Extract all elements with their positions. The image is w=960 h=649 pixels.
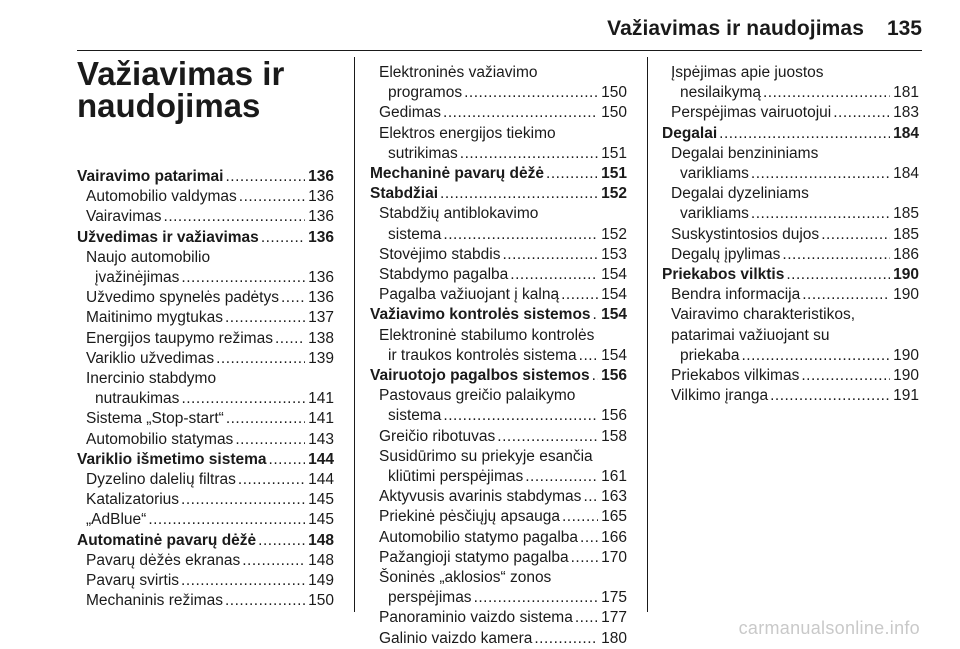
toc-entry-title: Variklio išmetimo sistema [77,450,267,468]
toc-entry[interactable] [662,285,919,305]
toc-entry-title: Variklio užvedimas [86,349,215,367]
toc-entry-line [370,528,627,548]
toc-entry-title-line: Elektroninės važiavimo [379,64,538,81]
dot-leader [261,228,305,248]
toc-entry-title: Vairavimo patarimai [77,168,224,185]
toc-entry-line [77,207,334,227]
dot-leader [443,225,598,245]
toc-section-entry[interactable] [77,531,334,551]
toc-entry-title-line: Elektros energijos tiekimo [379,124,556,142]
dot-leader [801,366,890,386]
toc-page-number: 136 [308,208,334,226]
toc-entry-title: Mechaninis režimas [86,592,223,610]
dot-leader [225,167,305,187]
toc-entry[interactable] [370,124,627,164]
toc-entry-title: Maitinimo mygtukas [86,309,223,327]
toc-column-2 [370,63,627,649]
toc-entry-title: varikliams [680,165,749,183]
dot-leader [833,103,890,123]
toc-entry-title: Automobilio statymas [86,430,234,448]
toc-entry-title: priekaba [680,346,740,364]
toc-entry-title: nutraukimas [95,390,180,408]
toc-entry-line [77,288,334,308]
toc-entry-line [77,187,334,207]
dot-leader [534,629,598,649]
toc-entry-title: Perspėjimas vairuotojui [671,104,832,122]
toc-entry[interactable] [77,207,334,227]
toc-page-number: 141 [308,390,334,408]
toc-entry-line [662,366,919,386]
toc-entry-line [370,487,627,507]
toc-entry-line [370,427,627,447]
dot-leader [181,268,305,288]
toc-entry-title: Suskystintosios dujos [671,225,820,243]
toc-entry-title: Pavarų svirtis [86,572,180,590]
toc-page-number: 185 [893,205,919,223]
toc-entry[interactable] [77,571,334,591]
toc-entry-line [77,551,334,571]
toc-entry-line [77,389,334,409]
toc-entry[interactable] [370,285,627,305]
toc-entry[interactable] [370,427,627,447]
toc-entry-title-line: Naujo automobilio [86,248,211,266]
toc-entry[interactable] [662,103,919,123]
toc-entry-line [77,228,334,248]
toc-entry-line [662,245,919,265]
toc-entry-line [77,470,334,490]
toc-entry[interactable] [370,548,627,568]
toc-entry-line [370,285,627,305]
toc-page-number: 190 [893,346,919,364]
toc-section-entry[interactable] [662,265,919,285]
toc-entry-line [77,167,334,187]
toc-page-number: 158 [601,427,627,445]
toc-entry-line [370,406,627,426]
dot-leader [741,346,890,366]
toc-entry[interactable] [662,245,919,265]
toc-section-entry[interactable] [77,167,334,187]
toc-entry-title: Priekinė pėsčiųjų apsauga [379,508,560,526]
toc-entry-line [662,346,919,366]
dot-leader [580,528,598,548]
toc-entry-title: Automobilio valdymas [86,188,237,206]
toc-entry-title: Degalų įpylimas [671,245,781,263]
toc-page-number: 190 [893,367,919,385]
dot-leader [258,531,305,551]
toc-entry[interactable] [77,510,334,530]
toc-page-number: 150 [601,104,627,122]
toc-entry[interactable] [662,366,919,386]
toc-page-number: 149 [308,572,334,590]
toc-entry-line [662,103,919,123]
toc-entry-line [370,305,627,325]
toc-entry[interactable] [77,329,334,349]
toc-page-number: 144 [308,450,334,468]
dot-leader [583,487,598,507]
toc-entry-title: Galinio vaizdo kamera [379,629,533,647]
toc-entry-line [662,124,919,144]
toc-entry[interactable] [662,225,919,245]
toc-entry-title: sistema [388,407,442,425]
toc-entry[interactable] [370,629,627,649]
toc-entry[interactable] [370,507,627,527]
toc-page-number: 148 [308,531,334,549]
toc-entry-line [77,450,334,470]
toc-entry-title: perspėjimas [388,589,472,607]
toc-entry[interactable] [77,470,334,490]
toc-entry-title: Automatinė pavarų dėžė [77,531,257,549]
toc-entry-title: sistema [388,225,442,243]
toc-entry[interactable] [77,248,334,288]
dot-leader [575,608,598,628]
toc-page-number: 148 [308,551,334,569]
toc-page-number: 143 [308,430,334,448]
toc-page-number: 154 [601,346,627,364]
toc-entry-line [662,225,919,245]
dot-leader [440,184,598,204]
toc-entry-line [77,510,334,530]
toc-page-number: 144 [308,471,334,489]
toc-entry[interactable] [370,326,627,366]
toc-page-number: 183 [893,104,919,122]
toc-entry-line [662,386,919,406]
toc-entry-title-line: Vairavimo charakteristikos, [671,306,856,324]
toc-entry-title-line: Stabdžių antiblokavimo [379,205,539,223]
toc-entry-title: Automobilio statymo pagalba [379,528,579,546]
toc-entry-title: Važiavimo kontrolės sistemos [370,306,591,324]
toc-entry-line [370,346,627,366]
toc-entry-line [77,591,334,611]
toc-entry-title: ir traukos kontrolės sistema [388,346,577,364]
dot-leader [786,265,890,285]
toc-page-number: 166 [601,528,627,546]
toc-entry-title: Degalai [662,124,718,142]
dot-leader [497,427,598,447]
toc-entry-title-line: Elektroninė stabilumo kontrolės [379,326,595,344]
toc-entry[interactable] [370,386,627,426]
toc-entry-title-line: Įspėjimas apie juostos [671,64,824,81]
toc-page-number: 154 [601,266,627,284]
toc-page-number: 191 [893,387,919,405]
toc-entry-title-line: Degalai dyzeliniams [671,185,809,203]
toc-entry-title: Priekabos vilktis [662,266,785,284]
toc-entry-title: Pavarų dėžės ekranas [86,551,241,569]
toc-page-number: 145 [308,511,334,529]
toc-page-number: 141 [308,410,334,428]
toc-entry-line [370,467,627,487]
toc-page-number: 177 [601,609,627,627]
toc-entry[interactable] [77,430,334,450]
toc-entry-title: Užvedimas ir važiavimas [77,228,259,246]
dot-leader [460,144,598,164]
toc-entry[interactable] [370,447,627,487]
toc-entry[interactable] [370,63,627,103]
toc-entry-title: Gedimas [379,104,442,122]
dot-leader [225,308,305,328]
toc-entry[interactable] [662,305,919,366]
toc-entry[interactable] [662,386,919,406]
dot-leader [571,548,599,568]
dot-leader [225,591,305,611]
toc-entry-line [370,225,627,245]
toc-entry-title: Stovėjimo stabdis [379,245,501,263]
toc-entry-title: programos [388,84,463,102]
toc-entry-line [77,329,334,349]
toc-page-number: 154 [601,306,627,324]
toc-entry[interactable] [370,245,627,265]
toc-entry-title-line: Pastovaus greičio palaikymo [379,387,576,405]
toc-entry-line [370,184,627,204]
toc-entry[interactable] [77,591,334,611]
header-rule [77,50,922,51]
toc-column-3 [662,63,919,406]
toc-entry[interactable] [370,487,627,507]
toc-entry-title: Stabdžiai [370,185,439,203]
toc-entry-title: Dyzelino dalelių filtras [86,471,236,489]
dot-leader [181,490,305,510]
dot-leader [164,207,306,227]
toc-page-number: 150 [308,592,334,610]
dot-leader [238,470,305,490]
toc-entry-line [370,629,627,649]
toc-page-number: 152 [601,185,627,203]
dot-leader [181,571,305,591]
toc-page-number: 136 [308,228,334,246]
toc-entry-title: Vairuotojo pagalbos sistemos [370,367,590,385]
toc-entry-line [370,164,627,184]
toc-page-number: 190 [893,286,919,304]
toc-entry-line [370,245,627,265]
toc-page-number: 136 [308,289,334,307]
toc-entry-title: Katalizatorius [86,491,180,509]
dot-leader [235,430,305,450]
toc-page-number: 175 [601,589,627,607]
toc-entry-line [77,268,334,288]
toc-entry-title: varikliams [680,205,749,223]
dot-leader [216,349,305,369]
toc-entry-line [77,430,334,450]
toc-entry-title: įvažinėjimas [95,269,180,287]
dot-leader [510,265,598,285]
toc-page-number: 163 [601,488,627,506]
toc-entry-line [662,204,919,224]
toc-page-number: 139 [308,349,334,367]
toc-entry-line [662,164,919,184]
toc-section-entry[interactable] [77,450,334,470]
toc-page-number: 185 [893,225,919,243]
toc-entry-line [370,507,627,527]
toc-entry-title: Sistema „Stop-start“ [86,410,224,428]
toc-page-number: 156 [601,407,627,425]
dot-leader [770,386,890,406]
running-title: Važiavimas ir naudojimas [607,17,864,40]
toc-page-number: 150 [601,84,627,102]
dot-leader [443,406,598,426]
toc-entry-line [77,571,334,591]
toc-entry-title-line: Susidūrimo su priekyje esančia [379,447,593,465]
dot-leader [474,588,599,608]
chapter-title: Važiavimas ir naudojimas [77,55,285,124]
dot-leader [239,187,305,207]
watermark: carmanualsonline.info [738,618,920,638]
column-divider [354,57,355,612]
toc-entry-title-line: Inercinio stabdymo [86,370,217,388]
dot-leader [148,510,305,530]
toc-entry-title-line: patarimai važiuojant su [671,326,830,344]
running-header [0,0,960,52]
toc-entry-line [662,83,919,103]
toc-page-number: 138 [308,329,334,347]
dot-leader [593,305,599,325]
dot-leader [269,450,306,470]
toc-entry-title: Aktyvusis avarinis stabdymas [379,488,582,506]
toc-entry-title: Pagalba važiuojant į kalną [379,286,560,304]
toc-entry-line [77,349,334,369]
toc-entry[interactable] [370,265,627,285]
toc-page-number: 136 [308,269,334,287]
dot-leader [592,366,598,386]
toc-column-1 [77,167,334,611]
toc-page-number: 186 [893,245,919,263]
toc-entry-title-line: Šoninės „aklosios“ zonos [379,569,552,587]
toc-section-entry[interactable] [370,366,627,386]
toc-page-number: 137 [308,309,334,327]
toc-page-number: 190 [893,266,919,284]
dot-leader [525,467,598,487]
toc-entry[interactable] [662,184,919,224]
toc-entry-line [370,608,627,628]
dot-leader [546,164,598,184]
toc-entry-title: Panoraminio vaizdo sistema [379,609,573,627]
toc-entry[interactable] [77,187,334,207]
toc-entry-title: Pažangioji statymo pagalba [379,548,569,566]
toc-entry-title: Priekabos vilkimas [671,367,800,385]
dot-leader [181,389,305,409]
dot-leader [719,124,890,144]
toc-page-number: 181 [893,84,919,102]
toc-entry-line [77,308,334,328]
column-divider [647,57,648,612]
dot-leader [242,551,305,571]
toc-page-number: 170 [601,548,627,566]
toc-entry-line [370,144,627,164]
page-number: 135 [886,17,922,40]
toc-page-number: 145 [308,491,334,509]
toc-entry[interactable] [77,369,334,409]
toc-entry[interactable] [77,551,334,571]
toc-page-number: 165 [601,508,627,526]
toc-entry[interactable] [77,349,334,369]
toc-page-number: 184 [893,124,919,142]
toc-page-number: 156 [601,367,627,385]
toc-entry-title: Vairavimas [86,208,162,226]
dot-leader [763,83,890,103]
toc-entry-line [370,103,627,123]
toc-entry[interactable] [662,144,919,184]
dot-leader [281,288,305,308]
dot-leader [561,285,598,305]
toc-entry-line [77,531,334,551]
toc-section-entry[interactable] [77,228,334,248]
toc-page-number: 152 [601,225,627,243]
toc-entry-line [662,285,919,305]
toc-entry[interactable] [370,204,627,244]
toc-entry-title: Stabdymo pagalba [379,266,509,284]
toc-entry-line [370,548,627,568]
toc-entry[interactable] [77,288,334,308]
toc-entry-title: Greičio ribotuvas [379,427,496,445]
toc-page-number: 151 [601,165,627,183]
toc-entry-title: „AdBlue“ [86,511,147,529]
toc-page-number: 154 [601,286,627,304]
toc-page-number: 161 [601,468,627,486]
toc-entry[interactable] [370,568,627,608]
toc-entry[interactable] [662,63,919,103]
toc-entry-title: Bendra informacija [671,286,801,304]
toc-entry-line [77,490,334,510]
dot-leader [226,409,305,429]
toc-entry-line [370,588,627,608]
toc-entry[interactable] [370,103,627,123]
dot-leader [802,285,890,305]
toc-entry[interactable] [77,409,334,429]
dot-leader [443,103,598,123]
toc-entry-title: Vilkimo įranga [671,387,769,405]
dot-leader [275,329,305,349]
dot-leader [821,225,890,245]
toc-entry[interactable] [370,528,627,548]
toc-page-number: 136 [308,188,334,206]
toc-page-number: 180 [601,629,627,647]
toc-section-entry[interactable] [370,164,627,184]
dot-leader [751,204,890,224]
dot-leader [751,164,890,184]
toc-entry-line [370,265,627,285]
toc-entry-title: Energijos taupymo režimas [86,329,273,347]
toc-entry-line [662,265,919,285]
toc-entry[interactable] [77,308,334,328]
toc-entry-title: Mechaninė pavarų dėžė [370,165,545,183]
toc-entry-title: kliūtimi perspėjimas [388,468,524,486]
toc-entry[interactable] [77,490,334,510]
dot-leader [464,83,598,103]
toc-entry-line [77,409,334,429]
toc-page-number: 136 [308,168,334,185]
toc-entry[interactable] [370,608,627,628]
dot-leader [562,507,598,527]
toc-page-number: 151 [601,144,627,162]
toc-page-number: 153 [601,245,627,263]
toc-entry-title-line: Degalai benzininiams [671,144,819,162]
dot-leader [579,346,598,366]
toc-entry-title: sutrikimas [388,144,458,162]
toc-entry-title: nesilaikymą [680,84,761,102]
toc-page-number: 184 [893,165,919,183]
dot-leader [502,245,598,265]
toc-section-entry[interactable] [370,305,627,325]
toc-entry-title: Užvedimo spynelės padėtys [86,289,279,307]
dot-leader [782,245,890,265]
toc-section-entry[interactable] [662,124,919,144]
toc-entry-line [370,366,627,386]
toc-entry-line [370,83,627,103]
toc-section-entry[interactable] [370,184,627,204]
